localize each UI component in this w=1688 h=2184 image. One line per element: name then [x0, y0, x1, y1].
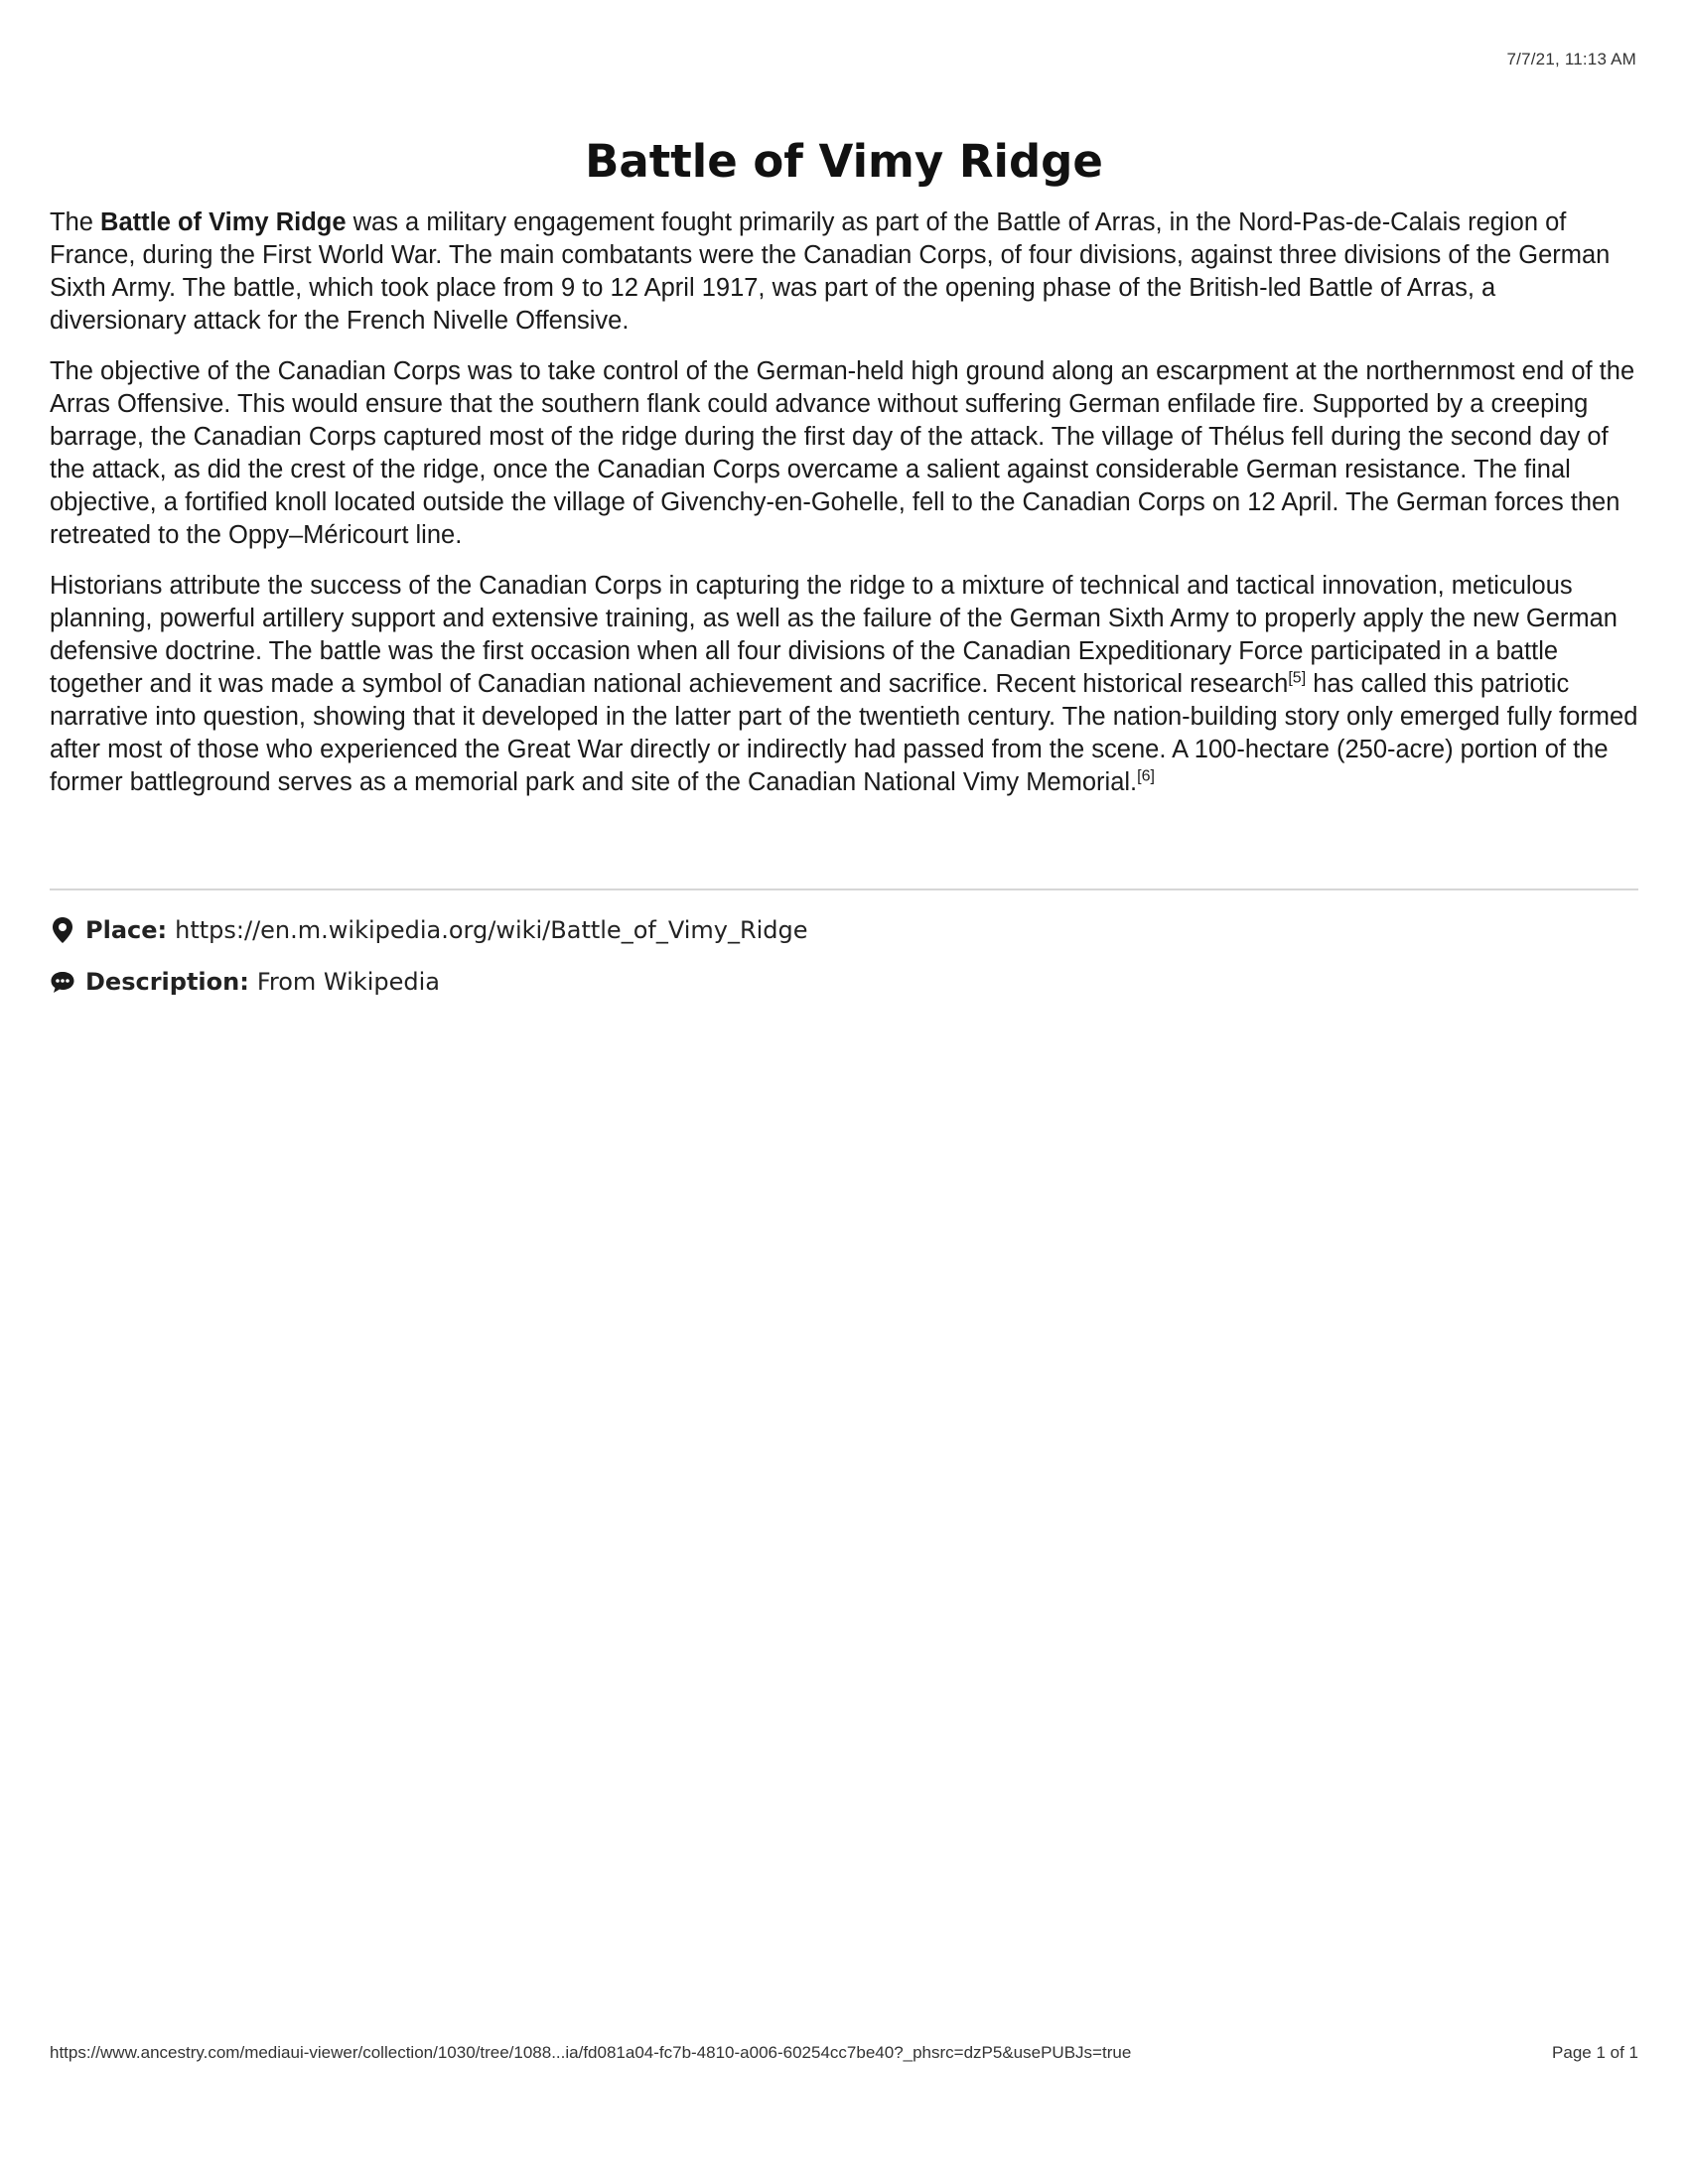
description-label: Description: — [85, 968, 249, 996]
page-number: Page 1 of 1 — [1552, 2043, 1638, 2062]
paragraph-intro-lead: The — [50, 208, 101, 236]
reference-6[interactable]: [6] — [1137, 767, 1155, 785]
paragraph-historians-part1: Historians attribute the success of the Canadian Corps in capturing the ridge to a mixture of technical and tactical innovation, meticulous planning, powerful artillery support and extensive training, as well as the failure of the German Sixth Army to properly apply the new German defensive doctrine. The battle was the first occasion when all four divisions of the Canadian Expeditionary Force participated in a battle together and it was made a symbol of Canadian national achievement and sacrifice. Recent historical research — [50, 572, 1618, 698]
paragraph-intro-text: was a military engagement fought primarily as part of the Battle of Arras, in the Nord-Pas-de-Calais region of France, during the First World War. The main combatants were the Canadian Corps, of four divisions, against three divisions of the German Sixth Army. The battle, which took place from 9 to 12 April 1917, was part of the opening phase of the British-led Battle of Arras, a diversionary attack for the French Nivelle Offensive. — [50, 208, 1611, 335]
paragraph-historians — [50, 570, 1638, 799]
reference-5[interactable]: [5] — [1288, 669, 1307, 687]
print-footer — [50, 2043, 1638, 2063]
description-value: From Wikipedia — [256, 968, 440, 996]
description-row — [50, 967, 440, 997]
paragraph-historians-part2: has called this patriotic narrative into question, showing that it developed in the latter part of the twentieth century. The nation-building story only emerged fully formed after most of those who experienced the Great War directly or indirectly had passed from the scene. A 100-hectare (250-acre) portion of the former battleground serves as a memorial park and site of the Canadian National Vimy Memorial. — [50, 670, 1638, 796]
article-body — [50, 206, 1638, 817]
paragraph-objective: The objective of the Canadian Corps was to take control of the German-held high ground along an escarpment at the northernmost end of the Arras Offensive. This would ensure that the southern flank could advance without suffering German enfilade fire. Supported by a creeping barrage, the Canadian Corps captured most of the ridge during the first day of the attack. The village of Thélus fell during the second day of the attack, as did the crest of the ridge, once the Canadian Corps overcame a salient against considerable German resistance. The final objective, a fortified knoll located outside the village of Givenchy-en-Gohelle, fell to the Canadian Corps on 12 April. The German forces then retreated to the Oppy–Méricourt line. — [50, 357, 1635, 549]
place-row — [50, 915, 808, 945]
place-label: Place: — [85, 916, 168, 944]
page-title: Battle of Vimy Ridge — [585, 135, 1103, 188]
section-divider — [50, 888, 1638, 890]
paragraph-intro — [50, 206, 1638, 338]
place-value: https://en.m.wikipedia.org/wiki/Battle_of_Vimy_Ridge — [175, 916, 808, 944]
article-subject: Battle of Vimy Ridge — [100, 208, 347, 236]
footer-url[interactable]: https://www.ancestry.com/mediaui-viewer/collection/1030/tree/1088...ia/fd081a04-fc7b-4810-a006-60254cc7be40?_phsrc=dzP5&usePUBJs=true — [50, 2043, 1132, 2062]
print-datetime: 7/7/21, 11:13 AM — [1506, 50, 1636, 68]
speech-bubble-icon — [50, 967, 75, 997]
map-pin-icon — [50, 915, 75, 945]
